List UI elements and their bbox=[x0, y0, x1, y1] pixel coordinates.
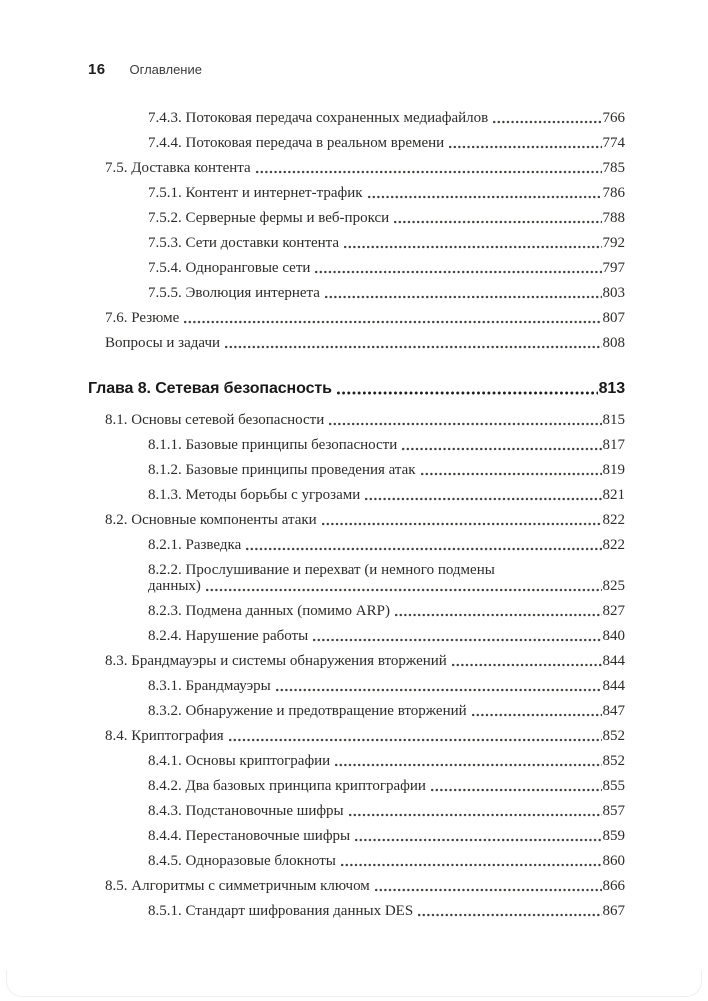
toc-entry-label: 8.3. Брандмауэры и системы обнаружения вторжений bbox=[105, 653, 447, 669]
dot-leader bbox=[335, 763, 601, 767]
toc-entry-page: 819 bbox=[602, 462, 625, 478]
dot-leader bbox=[276, 688, 602, 692]
toc-entry-page: 821 bbox=[602, 487, 625, 503]
toc-entry-page: 844 bbox=[602, 678, 625, 694]
toc-entry-label: 8.2.4. Нарушение работы bbox=[148, 628, 309, 644]
toc-entry-page: 844 bbox=[602, 653, 625, 669]
dot-leader bbox=[344, 245, 601, 249]
toc-entry bbox=[148, 235, 625, 251]
toc-list bbox=[88, 110, 625, 928]
toc-entry-label: 8.2. Основные компоненты атаки bbox=[105, 512, 317, 528]
toc-entry-page: 822 bbox=[602, 537, 625, 553]
dot-leader bbox=[472, 713, 602, 717]
toc-entry bbox=[148, 210, 625, 226]
toc-entry-label: 8.4.4. Перестановочные шифры bbox=[148, 828, 351, 844]
toc-entry bbox=[105, 512, 625, 528]
toc-entry-page: 827 bbox=[602, 603, 625, 619]
toc-entry bbox=[148, 462, 625, 478]
toc-entry-page: 815 bbox=[602, 412, 625, 428]
toc-entry bbox=[105, 728, 625, 744]
toc-entry-label: 8.2.1. Разведка bbox=[148, 537, 242, 553]
dot-leader bbox=[402, 447, 601, 451]
dot-leader bbox=[452, 663, 602, 667]
dot-leader bbox=[394, 220, 601, 224]
toc-entry-label: 8.4.1. Основы криптографии bbox=[148, 753, 331, 769]
toc-entry-label: 8.2.2. Прослушивание и перехват (и немного подмены bbox=[148, 562, 495, 578]
toc-entry bbox=[148, 828, 625, 844]
toc-entry-page: 866 bbox=[602, 878, 625, 894]
dot-leader bbox=[329, 422, 601, 426]
toc-entry-page: 803 bbox=[602, 285, 625, 301]
dot-leader bbox=[337, 391, 598, 395]
toc-entry bbox=[148, 753, 625, 769]
toc-entry-page: 852 bbox=[602, 728, 625, 744]
toc-entry-label: 7.5. Доставка контента bbox=[105, 160, 251, 176]
page-bottom-edge bbox=[6, 970, 702, 997]
toc-entry-page: 792 bbox=[602, 235, 625, 251]
toc-entry-label: Вопросы и задачи bbox=[105, 335, 221, 351]
toc-entry-label: 7.4.3. Потоковая передача сохраненных медиафайлов bbox=[148, 110, 489, 126]
dot-leader bbox=[322, 522, 602, 526]
toc-entry bbox=[148, 562, 625, 578]
dot-leader bbox=[349, 813, 602, 817]
toc-entry bbox=[105, 412, 625, 428]
page-header bbox=[88, 62, 202, 78]
toc-entry-label: 8.4.2. Два базовых принципа криптографии bbox=[148, 778, 426, 794]
dot-leader bbox=[493, 120, 601, 124]
toc-entry-label: 7.5.1. Контент и интернет-трафик bbox=[148, 185, 363, 201]
dot-leader bbox=[256, 170, 602, 174]
toc-entry-label: 7.5.2. Серверные фермы и веб-прокси bbox=[148, 210, 390, 226]
dot-leader bbox=[315, 270, 601, 274]
toc-entry bbox=[105, 335, 625, 351]
toc-entry-label: 8.5.1. Стандарт шифрования данных DES bbox=[148, 903, 414, 919]
toc-entry-page: 788 bbox=[602, 210, 625, 226]
toc-entry bbox=[88, 381, 625, 397]
toc-entry bbox=[105, 653, 625, 669]
toc-entry bbox=[148, 135, 625, 151]
dot-leader bbox=[225, 345, 601, 349]
toc-entry-page: 786 bbox=[602, 185, 625, 201]
toc-entry-page: 847 bbox=[602, 703, 625, 719]
toc-entry-page: 852 bbox=[602, 753, 625, 769]
toc-entry-label: 7.5.3. Сети доставки контента bbox=[148, 235, 340, 251]
toc-entry-label: 7.6. Резюме bbox=[105, 310, 180, 326]
dot-leader bbox=[375, 888, 602, 892]
toc-entry bbox=[148, 185, 625, 201]
toc-entry-page: 822 bbox=[602, 512, 625, 528]
toc-entry bbox=[148, 678, 625, 694]
dot-leader bbox=[368, 195, 602, 199]
toc-entry-label: 8.3.2. Обнаружение и предотвращение вторжений bbox=[148, 703, 467, 719]
toc-entry-page: 785 bbox=[602, 160, 625, 176]
toc-entry-page: 867 bbox=[602, 903, 625, 919]
dot-leader bbox=[206, 588, 602, 592]
toc-entry bbox=[105, 310, 625, 326]
dot-leader bbox=[421, 472, 602, 476]
toc-entry bbox=[148, 487, 625, 503]
dot-leader bbox=[449, 145, 601, 149]
toc-entry-page: 855 bbox=[602, 778, 625, 794]
toc-entry-label: 8.5. Алгоритмы с симметричным ключом bbox=[105, 878, 370, 894]
toc-entry-label: Глава 8. Сетевая безопасность bbox=[88, 380, 332, 397]
toc-entry-label: 8.4.3. Подстановочные шифры bbox=[148, 803, 344, 819]
toc-entry-page: 766 bbox=[602, 110, 625, 126]
dot-leader bbox=[431, 788, 602, 792]
toc-entry-label: 7.5.4. Одноранговые сети bbox=[148, 260, 311, 276]
toc-entry-label: 8.1.3. Методы борьбы с угрозами bbox=[148, 487, 361, 503]
toc-entry bbox=[148, 260, 625, 276]
toc-entry-label: 7.5.5. Эволюция интернета bbox=[148, 285, 320, 301]
toc-entry bbox=[105, 878, 625, 894]
dot-leader bbox=[313, 638, 601, 642]
running-title: Оглавление bbox=[129, 62, 202, 77]
toc-entry-label: 8.1.1. Базовые принципы безопасности bbox=[148, 437, 398, 453]
toc-entry bbox=[105, 160, 625, 176]
toc-entry bbox=[148, 803, 625, 819]
toc-entry-page: 808 bbox=[602, 335, 625, 351]
toc-entry-page: 797 bbox=[602, 260, 625, 276]
toc-entry bbox=[148, 110, 625, 126]
dot-leader bbox=[418, 913, 601, 917]
toc-entry bbox=[148, 437, 625, 453]
dot-leader bbox=[229, 738, 602, 742]
toc-entry-page: 857 bbox=[602, 803, 625, 819]
toc-entry-page: 860 bbox=[602, 853, 625, 869]
dot-leader bbox=[184, 320, 601, 324]
toc-entry-page: 813 bbox=[598, 380, 625, 397]
toc-entry-label: 8.1.2. Базовые принципы проведения атак bbox=[148, 462, 416, 478]
toc-entry bbox=[148, 903, 625, 919]
toc-entry-page: 840 bbox=[602, 628, 625, 644]
toc-entry bbox=[148, 285, 625, 301]
toc-entry-label: 8.4.5. Одноразовые блокноты bbox=[148, 853, 336, 869]
toc-entry-page: 774 bbox=[602, 135, 625, 151]
toc-entry bbox=[148, 578, 625, 594]
toc-entry bbox=[148, 703, 625, 719]
dot-leader bbox=[395, 613, 602, 617]
toc-entry-label: 8.4. Криптография bbox=[105, 728, 224, 744]
dot-leader bbox=[341, 863, 602, 867]
toc-entry-label: 8.2.3. Подмена данных (помимо ARP) bbox=[148, 603, 390, 619]
toc-entry bbox=[148, 603, 625, 619]
toc-entry-page: 825 bbox=[602, 578, 625, 594]
toc-entry-page: 817 bbox=[602, 437, 625, 453]
toc-entry bbox=[148, 853, 625, 869]
dot-leader bbox=[365, 497, 601, 501]
toc-entry-page: 859 bbox=[602, 828, 625, 844]
toc-entry-label: 8.3.1. Брандмауэры bbox=[148, 678, 271, 694]
toc-entry bbox=[148, 628, 625, 644]
toc-entry-label-continued: данных) bbox=[148, 578, 201, 594]
dot-leader bbox=[355, 838, 601, 842]
dot-leader bbox=[246, 547, 601, 551]
folio-page-number: 16 bbox=[88, 61, 106, 78]
toc-entry-page: 807 bbox=[602, 310, 625, 326]
toc-entry bbox=[148, 537, 625, 553]
toc-entry bbox=[148, 778, 625, 794]
toc-entry-label: 7.4.4. Потоковая передача в реальном времени bbox=[148, 135, 445, 151]
toc-entry-label: 8.1. Основы сетевой безопасности bbox=[105, 412, 325, 428]
dot-leader bbox=[325, 295, 602, 299]
